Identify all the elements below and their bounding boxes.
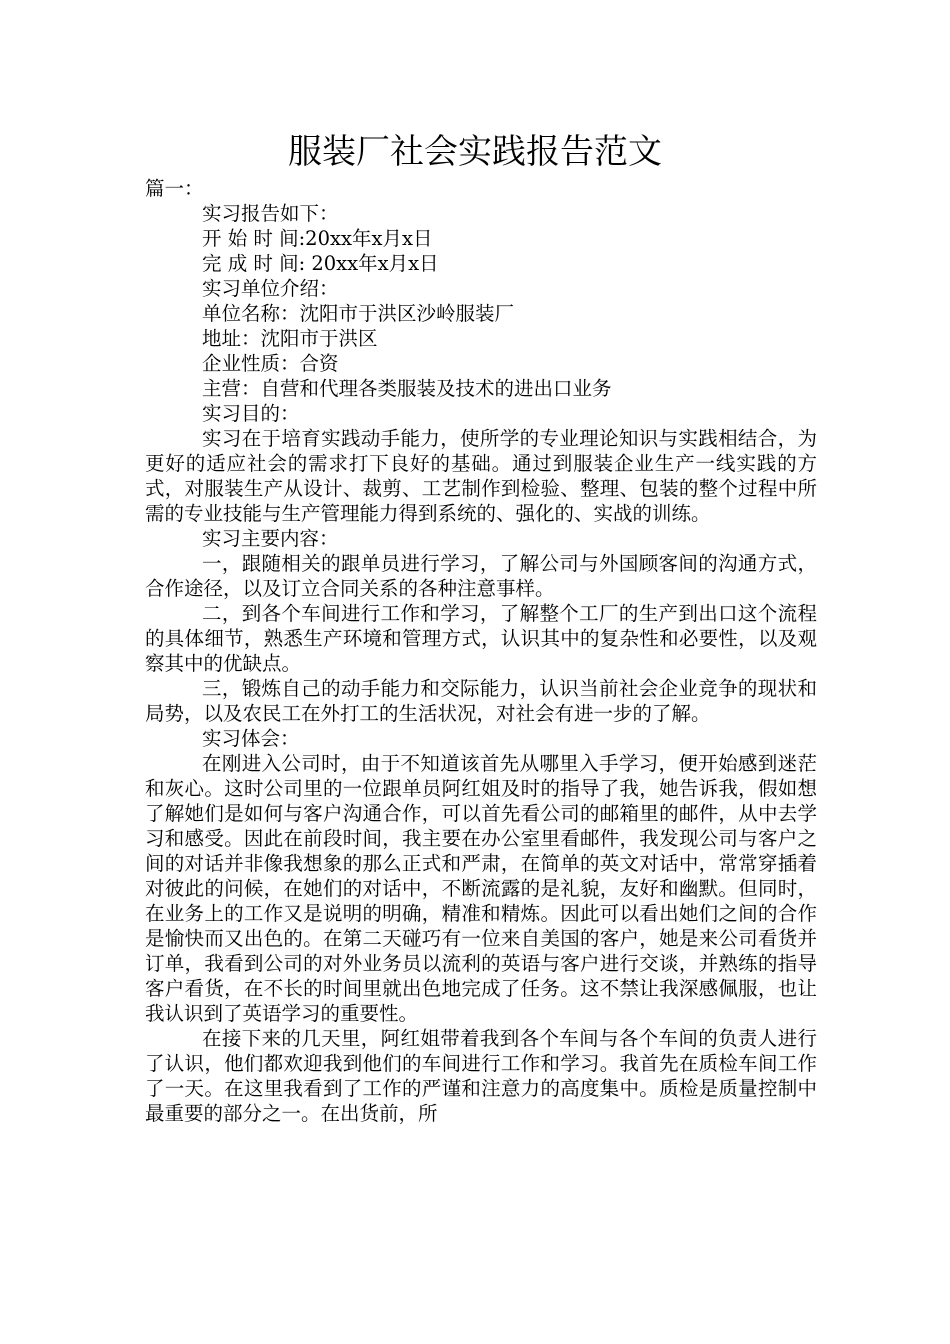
content-paragraph-3: 三，锻炼自己的动手能力和交际能力，认识当前社会企业竞争的现状和局势，以及农民工在外打工的生活状况，对社会有进一步的了解。: [145, 677, 817, 725]
experience-paragraph-2: 在接下来的几天里，阿红姐带着我到各个车间与各个车间的负责人进行了认识，他们都欢迎我到他们的车间进行工作和学习。我首先在质检车间工作了一天。在这里我看到了工作的严谨和注意力的高度集中。质检是质量控制中最重要的部分之一。在出货前，所: [145, 1027, 817, 1125]
start-time-line: 开 始 时 间:20xx年x月x日: [202, 227, 433, 250]
purpose-paragraph: 实习在于培育实践动手能力，使所学的专业理论知识与实践相结合，为更好的适应社会的需求打下良好的基础。通过到服装企业生产一线实践的方式，对服装生产从设计、裁剪、工艺制作到检验、整理、包装的整个过程中所需的专业技能与生产管理能力得到系统的、强化的、实战的训练。: [145, 427, 817, 525]
end-time-line: 完 成 时 间: 20xx年x月x日: [202, 252, 439, 275]
address-line: 地址：沈阳市于洪区: [202, 327, 378, 350]
content-heading: 实习主要内容：: [202, 527, 339, 550]
document-body: [145, 176, 817, 1126]
intro-line: 实习报告如下：: [202, 202, 339, 225]
purpose-heading: 实习目的：: [202, 402, 300, 425]
unit-intro-heading: 实习单位介绍：: [202, 277, 339, 300]
content-paragraph-2: 二，到各个车间进行工作和学习，了解整个工厂的生产到出口这个流程的具体细节，熟悉生产环境和管理方式，认识其中的复杂性和必要性，以及观察其中的优缺点。: [145, 602, 817, 675]
business-line: 主营：自营和代理各类服装及技术的进出口业务: [202, 377, 612, 400]
experience-paragraph-1: 在刚进入公司时，由于不知道该首先从哪里入手学习，便开始感到迷茫和灰心。这时公司里的一位跟单员阿红姐及时的指导了我，她告诉我，假如想了解她们是如何与客户沟通合作，可以首先看公司的邮箱里的邮件，从中去学习和感受。因此在前段时间，我主要在办公室里看邮件，我发现公司与客户之间的对话并非像我想象的那么正式和严肃，在简单的英文对话中，常常穿插着对彼此的问候，在她们的对话中，不断流露的是礼貌，友好和幽默。但同时，在业务上的工作又是说明的明确，精准和精炼。因此可以看出她们之间的合作是愉快而又出色的。在第二天碰巧有一位来自美国的客户，她是来公司看货并订单，我看到公司的对外业务员以流利的英语与客户进行交谈，并熟练的指导客户看货，在不长的时间里就出色地完成了任务。这不禁让我深感佩服，也让我认识到了英语学习的重要性。: [145, 752, 817, 1025]
content-paragraph-1: 一，跟随相关的跟单员进行学习，了解公司与外国顾客间的沟通方式，合作途径，以及订立合同关系的各种注意事样。: [145, 552, 817, 600]
unit-name-line: 单位名称：沈阳市于洪区沙岭服装厂: [202, 302, 515, 325]
document-title: 服装厂社会实践报告范文: [288, 132, 662, 172]
nature-line: 企业性质：合资: [202, 352, 339, 375]
experience-heading: 实习体会：: [202, 727, 300, 750]
section-label: 篇一：: [145, 177, 204, 200]
